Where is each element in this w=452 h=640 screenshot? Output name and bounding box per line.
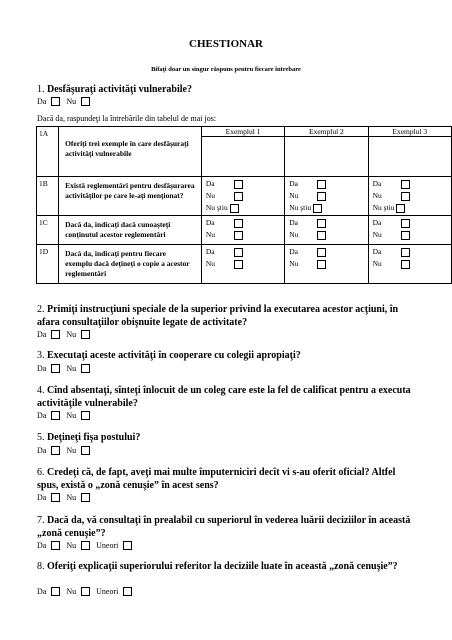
page-title: CHESTIONAR bbox=[189, 38, 263, 50]
row-1c-ex3: Da Nu bbox=[368, 216, 451, 245]
row-1b-ex1: Da Nu Nu ştiu bbox=[201, 177, 284, 216]
q2-da-checkbox[interactable] bbox=[51, 330, 60, 339]
q7-options: Da Nu Uneori bbox=[37, 540, 138, 550]
question-4: 4. Cînd absentaţi, sînteţi înlocuit de un coleg care este la fel de calificat pentru a executa activităţile vulnerabile? bbox=[37, 385, 411, 409]
checkbox-da[interactable] bbox=[401, 180, 410, 189]
checkbox-da[interactable] bbox=[317, 180, 326, 189]
row-1b-ex3: Da Nu Nu ştiu bbox=[368, 177, 451, 216]
checkbox-nu-stiu[interactable] bbox=[396, 204, 405, 213]
row-1d-ex2: Da Nu bbox=[285, 245, 368, 284]
row-id-1d: 1D bbox=[37, 245, 59, 284]
checkbox-nu[interactable] bbox=[234, 192, 243, 201]
checkbox-nu[interactable] bbox=[401, 192, 410, 201]
q8-options: Da Nu Uneori bbox=[37, 586, 138, 596]
question-8: 8. Oferiţi explicaţii superiorului referitor la deciziile luate în această „zonă cenuşie”? bbox=[37, 561, 398, 572]
q1-da-checkbox[interactable] bbox=[51, 97, 60, 106]
row-1c-ex2: Da Nu bbox=[285, 216, 368, 245]
row-text-1a: Oferiţi trei exemple în care desfăşuraţi activităţi vulnerabile bbox=[59, 127, 202, 177]
question-1: 1. Desfăşuraţi activităţi vulnerabile? bbox=[37, 84, 192, 95]
q4-da-checkbox[interactable] bbox=[51, 411, 60, 420]
row-id-1c: 1C bbox=[37, 216, 59, 245]
q1-nu-checkbox[interactable] bbox=[81, 97, 90, 106]
q6-da-checkbox[interactable] bbox=[51, 493, 60, 502]
row-1b-ex2: Da Nu Nu ştiu bbox=[285, 177, 368, 216]
exemplul-1-answer[interactable] bbox=[201, 137, 284, 177]
checkbox-da[interactable] bbox=[317, 248, 326, 257]
q7-uneori-checkbox[interactable] bbox=[123, 541, 132, 550]
q5-da-checkbox[interactable] bbox=[51, 446, 60, 455]
q6-nu-checkbox[interactable] bbox=[81, 493, 90, 502]
checkbox-nu[interactable] bbox=[401, 231, 410, 240]
checkbox-nu-stiu[interactable] bbox=[230, 204, 239, 213]
q2-options: Da Nu bbox=[37, 329, 96, 339]
q8-uneori-checkbox[interactable] bbox=[123, 587, 132, 596]
row-1d-ex1: Da Nu bbox=[201, 245, 284, 284]
q5-nu-checkbox[interactable] bbox=[81, 446, 90, 455]
exemplul-2-answer[interactable] bbox=[285, 137, 368, 177]
exemplul-3-answer[interactable] bbox=[368, 137, 451, 177]
checkbox-da[interactable] bbox=[401, 248, 410, 257]
q3-da-checkbox[interactable] bbox=[51, 364, 60, 373]
q7-nu-checkbox[interactable] bbox=[81, 541, 90, 550]
checkbox-nu-stiu[interactable] bbox=[313, 204, 322, 213]
q1-options: Da Nu bbox=[37, 96, 96, 106]
row-text-1c: Dacă da, indicaţi dacă cunoaşteţi conţinutul acestor reglementări bbox=[59, 216, 202, 245]
header-exemplul-1: Exemplul 1 bbox=[201, 127, 284, 137]
header-exemplul-3: Exemplul 3 bbox=[368, 127, 451, 137]
q5-options: Da Nu bbox=[37, 445, 96, 455]
q4-options: Da Nu bbox=[37, 410, 96, 420]
checkbox-da[interactable] bbox=[234, 180, 243, 189]
checkbox-nu[interactable] bbox=[317, 260, 326, 269]
question-3: 3. Executaţi aceste activităţi în cooperare cu colegii apropiaţi? bbox=[37, 350, 301, 361]
q8-da-checkbox[interactable] bbox=[51, 587, 60, 596]
row-1c-ex1: Da Nu bbox=[201, 216, 284, 245]
q3-options: Da Nu bbox=[37, 363, 96, 373]
question-5: 5. Deţineţi fişa postului? bbox=[37, 432, 141, 443]
q6-options: Da Nu bbox=[37, 492, 96, 502]
q3-nu-checkbox[interactable] bbox=[81, 364, 90, 373]
checkbox-nu[interactable] bbox=[234, 260, 243, 269]
row-text-1d: Dacă da, indicaţi pentru fiecare exemplu dacă deţineţi o copie a acestor reglementări bbox=[59, 245, 202, 284]
row-text-1b: Există reglementări pentru desfăşurarea activităţilor pe care le-aţi menţionat? bbox=[59, 177, 202, 216]
instruction-text: Bifaţi doar un singur răspuns pentru fiecare întrebare bbox=[151, 66, 301, 73]
q8-nu-checkbox[interactable] bbox=[81, 587, 90, 596]
checkbox-da[interactable] bbox=[234, 219, 243, 228]
q2-nu-checkbox[interactable] bbox=[81, 330, 90, 339]
checkbox-nu[interactable] bbox=[234, 231, 243, 240]
checkbox-da[interactable] bbox=[401, 219, 410, 228]
checkbox-nu[interactable] bbox=[317, 192, 326, 201]
q4-nu-checkbox[interactable] bbox=[81, 411, 90, 420]
examples-table bbox=[36, 126, 452, 284]
checkbox-nu[interactable] bbox=[401, 260, 410, 269]
q7-da-checkbox[interactable] bbox=[51, 541, 60, 550]
question-2: 2. Primiţi instrucţiuni speciale de la superior privind la executarea acestor acţiuni, în afara consultaţiilor obişnuite legate de activitate? bbox=[37, 304, 399, 328]
row-1d-ex3: Da Nu bbox=[368, 245, 451, 284]
checkbox-da[interactable] bbox=[317, 219, 326, 228]
row-id-1a: 1A bbox=[37, 127, 59, 177]
row-id-1b: 1B bbox=[37, 177, 59, 216]
checkbox-da[interactable] bbox=[234, 248, 243, 257]
question-6: 6. Credeţi că, de fapt, aveţi mai multe împuterniciri decît vi s-au oferit oficial? Altfel spus, există o „zonă cenuşie” în acest sens? bbox=[37, 467, 396, 491]
table-intro: Dacă da, raspundeţi la întrebările din tabelul de mai jos: bbox=[37, 114, 217, 123]
checkbox-nu[interactable] bbox=[317, 231, 326, 240]
question-7: 7. Dacă da, vă consultaţi în prealabil cu superiorul în vederea luării deciziilor în această „zonă cenuşie”? bbox=[37, 515, 411, 539]
header-exemplul-2: Exemplul 2 bbox=[285, 127, 368, 137]
